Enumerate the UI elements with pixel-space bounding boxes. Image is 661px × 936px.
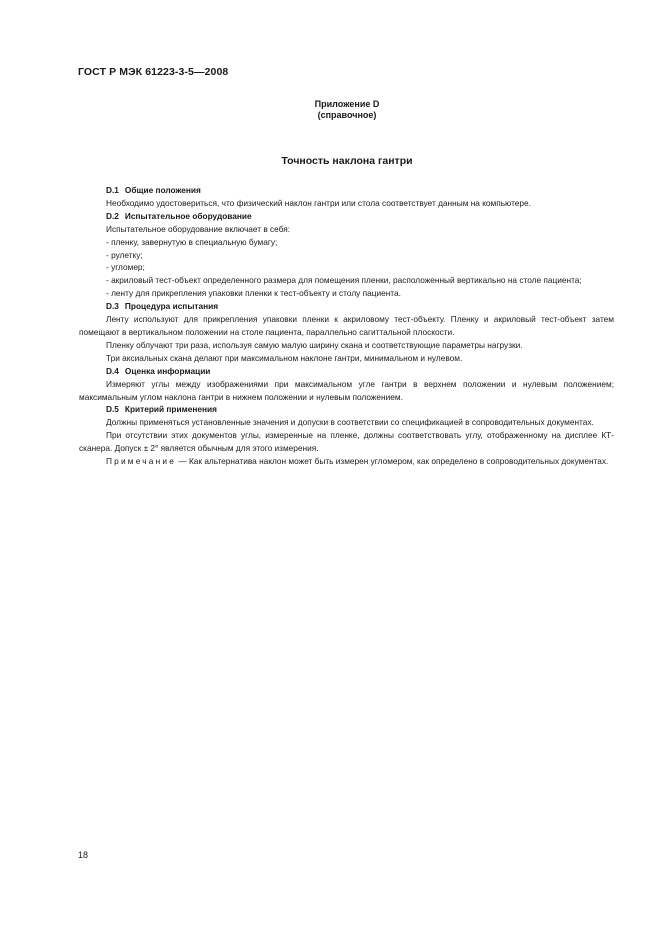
- section-number: D.5: [106, 404, 119, 415]
- section-title: Критерий применения: [124, 404, 217, 415]
- paragraph: Испытательное оборудование включает в себя:: [106, 223, 291, 234]
- document-header: ГОСТ Р МЭК 61223-3-5—2008: [78, 66, 229, 78]
- paragraph: Измеряют углы между изображениями при максимальном угле гантри в верхнем положении и нулевым положением; максимальным углом наклона гантри в нижнем положении и нулевым положением.: [79, 378, 614, 402]
- appendix-type: (справочное): [317, 110, 377, 120]
- section-heading-d3: [79, 300, 614, 313]
- section-number: D.1: [106, 185, 119, 195]
- section-title: Процедура испытания: [124, 301, 219, 312]
- section-title: Общие положения: [124, 185, 201, 195]
- section-number: D.2: [106, 210, 119, 221]
- section-title: Испытательное оборудование: [124, 210, 252, 221]
- paragraph: Три аксиальных скана делают при максимальном наклоне гантри, минимальном и нулевом.: [106, 352, 463, 363]
- list-item: - угломер;: [106, 262, 145, 273]
- page-number: 18: [78, 850, 89, 860]
- paragraph: Ленту используют для прикрепления упаковки пленки к акриловому тест-объекту. Пленку и акриловый тест-объект затем помещают в вертикальном положении на столе пациента, параллельно сагиттальной плоскости.: [79, 314, 614, 337]
- paragraph: Пленку облучают три раза, используя самую малую ширину скана и соответствующие параметры нагрузки.: [106, 339, 523, 350]
- list-item: - акриловый тест-объект определенного размера для помещения пленки, расположенный вертикально на столе пациента;: [106, 275, 582, 286]
- note-text: — Как альтернатива наклон может быть измерен угломером, как определено в сопроводительных документах.: [176, 456, 609, 467]
- list-item: - пленку, завернутую в специальную бумагу;: [106, 236, 278, 247]
- section-heading-d2: [79, 210, 614, 223]
- paragraph: Необходимо удостовериться, что физический наклон гантри или стола соответствует данным на компьютере.: [106, 197, 531, 208]
- section-heading-d5: [79, 403, 614, 416]
- appendix-label: Приложение D: [314, 99, 380, 109]
- document-body: [79, 184, 614, 468]
- appendix-block: [0, 99, 661, 121]
- paragraph: Должны применяться установленные значения и допуски в соответствии со спецификацией в сопроводительных документах.: [106, 417, 594, 428]
- section-number: D.4: [106, 365, 119, 376]
- paragraph: При отсутствии этих документов углы, измеренные на пленке, должны соответствовать углу, отображенному на дисплее КТ-сканера. Допуск ± 2° является обычным для этого измерения.: [79, 430, 614, 454]
- appendix-title: Точность наклона гантри: [281, 155, 413, 167]
- list-item: - ленту для прикрепления упаковки пленки к тест-объекту и столу пациента.: [106, 288, 401, 299]
- section-heading-d1: [79, 184, 614, 197]
- note-paragraph: [79, 455, 614, 468]
- section-title: Оценка информации: [124, 365, 211, 376]
- section-heading-d4: [79, 365, 614, 378]
- note-label: Примечание: [106, 456, 177, 467]
- list-item: - рулетку;: [106, 249, 143, 260]
- section-number: D.3: [106, 301, 119, 312]
